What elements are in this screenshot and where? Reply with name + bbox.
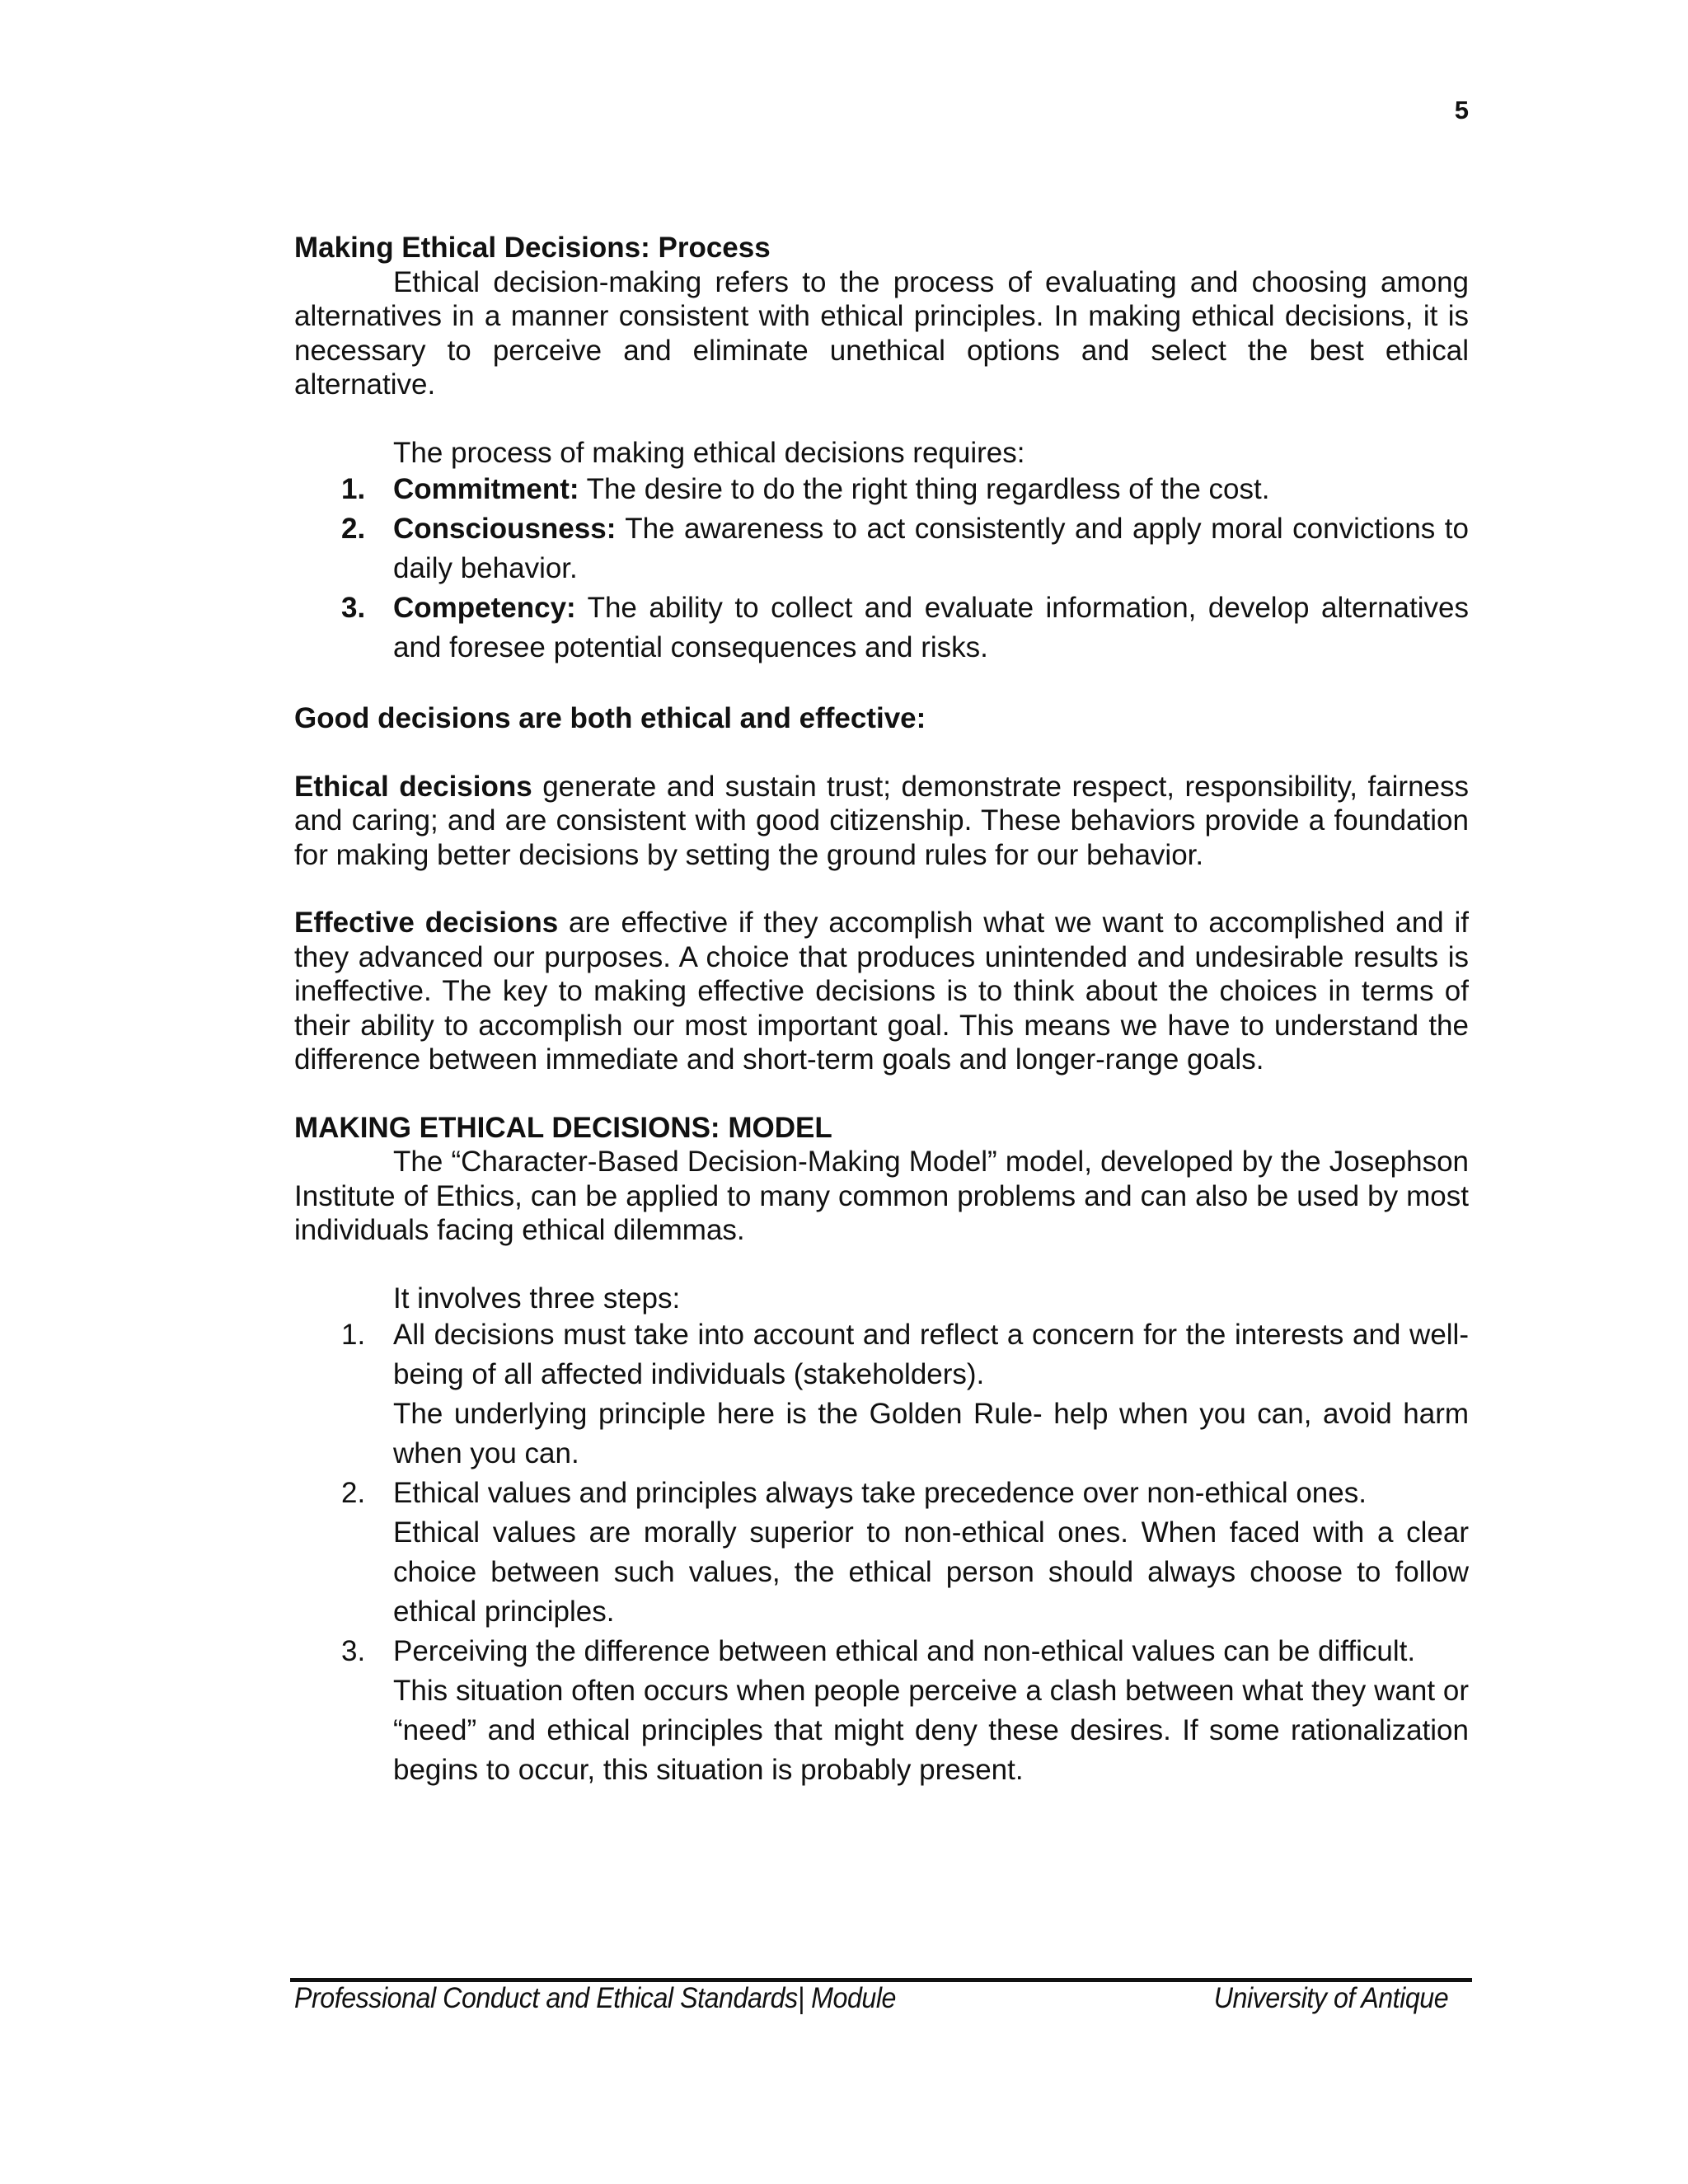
list-number: 3. — [341, 592, 366, 624]
step-text: Perceiving the difference between ethical and non-ethical values can be difficult. — [393, 1635, 1416, 1667]
list-text: The desire to do the right thing regardless of the cost. — [579, 473, 1270, 505]
list-item — [294, 588, 1469, 668]
step-detail: The underlying principle here is the Golden Rule- help when you can, avoid harm when you can. — [393, 1398, 1469, 1469]
list-term: Commitment: — [393, 473, 579, 505]
list-item — [294, 509, 1469, 588]
list-item — [294, 1632, 1469, 1790]
step-detail: Ethical values are morally superior to non-ethical ones. When faced with a clear choice between such values, the ethical person should always choose to follow ethical principles. — [393, 1516, 1469, 1628]
list-number: 1. — [341, 473, 366, 505]
effective-decisions-paragraph — [294, 906, 1469, 1077]
list-text: The awareness to act consistently and apply moral convictions to daily behavior. — [393, 513, 1469, 584]
page-number: 5 — [1454, 96, 1469, 124]
process-list-intro: The process of making ethical decisions requires: — [393, 436, 1025, 469]
list-number: 2. — [341, 513, 366, 545]
list-term: Competency: — [393, 592, 576, 624]
list-term: Consciousness: — [393, 513, 617, 545]
step-text: All decisions must take into account and reflect a concern for the interests and well-being of all affected individuals (stakeholders). — [393, 1319, 1469, 1390]
model-list-intro: It involves three steps: — [393, 1282, 681, 1315]
ethical-decisions-term: Ethical decisions — [294, 770, 532, 803]
list-number: 3. — [341, 1635, 366, 1667]
effective-decisions-term: Effective decisions — [294, 907, 559, 939]
ethical-decisions-paragraph — [294, 770, 1469, 873]
model-steps-list — [294, 1315, 1469, 1790]
list-item — [294, 1474, 1469, 1632]
step-text: Ethical values and principles always take precedence over non-ethical ones. — [393, 1477, 1367, 1509]
list-text: The ability to collect and evaluate information, develop alternatives and foresee potential consequences and risks. — [393, 592, 1469, 663]
footer-institution: University of Antique — [1213, 1982, 1448, 2014]
page-content — [294, 231, 1469, 1790]
list-number: 1. — [341, 1319, 366, 1351]
model-paragraph: The “Character-Based Decision-Making Model” model, developed by the Josephson Institute of Ethics, can be applied to many common problems and can also be used by most individuals facing ethical dilemmas. — [294, 1146, 1469, 1246]
list-item — [294, 1315, 1469, 1474]
footer-module-title: Professional Conduct and Ethical Standards| Module — [294, 1982, 896, 2014]
process-paragraph: Ethical decision-making refers to the process of evaluating and choosing among alternatives in a manner consistent with ethical principles. In making ethical decisions, it is necessary to perceive and eliminate unethical options and select the best ethical alternative. — [294, 265, 1469, 401]
section-heading-good-decisions: Good decisions are both ethical and effective: — [294, 702, 926, 734]
step-detail: This situation often occurs when people perceive a clash between what they want or “need” and ethical principles that might deny these desires. If some rationalization begins to occur, this situation is probably present. — [393, 1675, 1469, 1786]
list-number: 2. — [341, 1477, 366, 1509]
section-heading-process: Making Ethical Decisions: Process — [294, 232, 771, 264]
ethical-decisions-text: generate and sustain trust; demonstrate respect, responsibility, fairness and caring; and are consistent with good citizenship. These behaviors provide a foundation for making better decisions by setting the ground rules for our behavior. — [294, 770, 1470, 871]
section-heading-model: MAKING ETHICAL DECISIONS: MODEL — [294, 1111, 832, 1144]
process-list — [294, 470, 1469, 668]
list-item — [294, 470, 1469, 509]
effective-decisions-text: are effective if they accomplish what we want to accomplished and if they advanced our purposes. A choice that produces unintended and undesirable results is ineffective. The key to making effective decisions is to think about the choices in terms of their ability to accomplish our most important goal. This means we have to understand the difference between immediate and short-term goals and longer-range goals. — [294, 907, 1469, 1076]
